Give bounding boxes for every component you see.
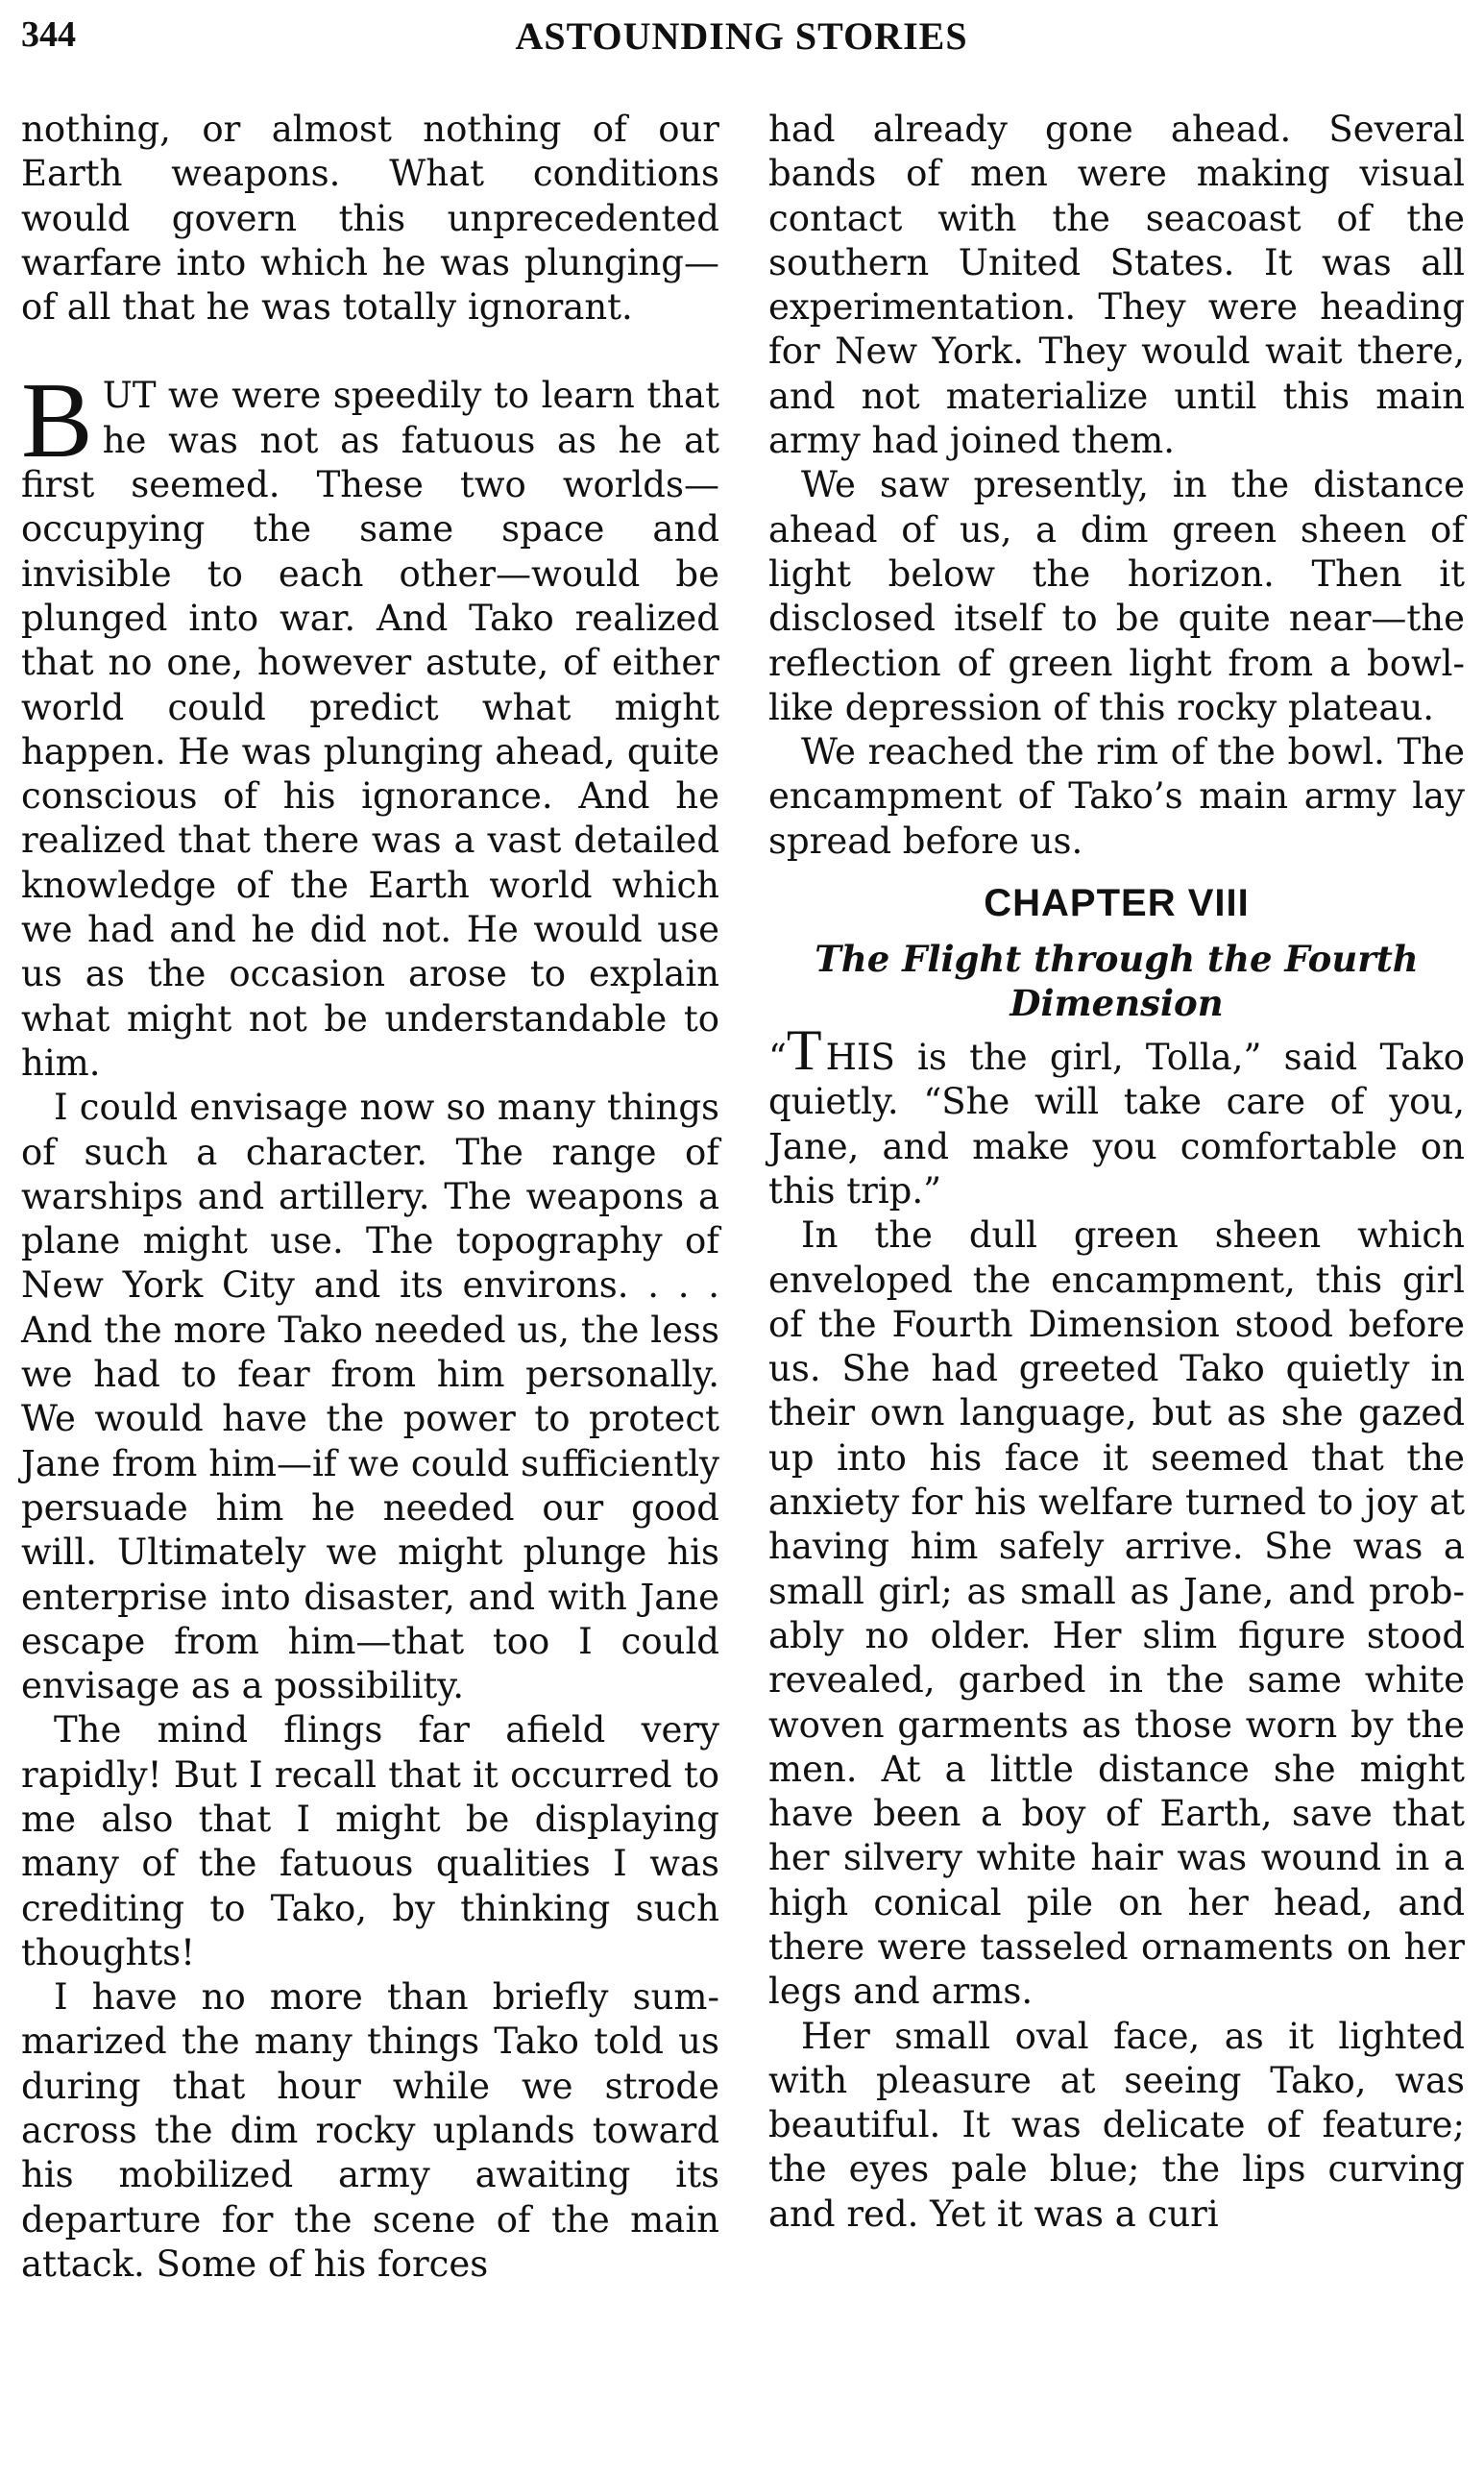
right-column (768, 108, 1465, 2237)
left-column (21, 108, 719, 2287)
paragraph-text: UT we were speedily to learn that he was not as fatuous as he at first seemed. These two worlds—occupying the same space and invisible to each other—would be plunged into war. And Tako realized that no one, however astute, of either world could predict what might happen. He was plunging ahead, quite conscious of his ignorance. And he realized that there was a vast detailed knowledge of the Earth world which we had and he did not. He would use us as the occasion arose to explain what might not be understandable to him. (21, 375, 719, 1084)
paragraph: I have no more than briefly summarized the many things Tako told us during that hour while we strode across the dim rocky uplands toward his mobilized army awaiting its departure for the scene of the main attack. Some of his forces (21, 1976, 719, 2285)
drop-cap: B (21, 361, 93, 481)
paragraph: had already gone ahead. Several bands of men were making visual contact with the seacoast of the southern United States. It was all experimentation. They were heading for New York. They would wait there, and not materialize until this main army had joined them. (768, 109, 1465, 462)
paragraph: nothing, or almost nothing of our Earth weapons. What conditions would govern this unprecedented warfare into which he was plunging—of all that he was totally ignorant. (21, 109, 719, 329)
paragraph: The mind flings far afield very rapidly! But I recall that it occurred to me also that I might be displaying many of the fatuous qualities I was crediting to Tako, by thinking such thoughts! (21, 1709, 719, 1973)
paragraph-with-dropcap (768, 1018, 1465, 1213)
spacer (768, 864, 1465, 877)
paragraph: Her small oval face, as it lighted with pleasure at seeing Tako, was beautiful. It was delicate of feature; the eyes pale blue; the lips curving and red. Yet it was a curi (768, 2015, 1465, 2235)
paragraph: In the dull green sheen which enveloped the encampment, this girl of the Fourth Dimension stood before us. She had greeted Tako quietly in their own language, but as she gazed up into his face it seemed that the anxiety for his welfare turned to joy at having him safely arrive. She was a small girl; as small as Jane, and probably no older. Her slim figure stood revealed, garbed in the same white woven garments as those worn by the men. At a little distance she might have been a boy of Earth, save that her silvery white hair was wound in a high conical pile on her head, and there were tasseled ornaments on her legs and arms. (768, 1214, 1465, 2013)
page-header (21, 8, 1462, 65)
opening-quote: “ (768, 1037, 787, 1079)
paragraph: We saw presently, in the distance ahead of us, a dim green sheen of light below the horizon. Then it disclosed itself to be quite near—the reflection of green light from a bowl-like depression of this rocky plateau. (768, 464, 1465, 728)
paragraph-with-dropcap (21, 361, 719, 1086)
section-break (21, 330, 719, 374)
chapter-subtitle: The Flight through the Fourth Dimension (815, 938, 1419, 1025)
running-head: ASTOUNDING STORIES (515, 14, 968, 58)
paragraph: We reached the rim of the bowl. The encampment of Tako’s main army lay spread before us. (768, 731, 1465, 862)
page-number: 344 (21, 14, 76, 55)
drop-cap: T (786, 1018, 822, 1083)
chapter-title: CHAPTER VIII (984, 882, 1250, 925)
paragraph: I could envisage now so many things of such a character. The range of warships and artillery. The weapons a plane might use. The topography of New York City and its environs. . . . And the more Tako needed us, the less we had to fear from him personally. We would have the power to protect Jane from him—if we could sufficiently persuade him he needed our good will. Ultimately we might plunge his enterprise into disaster, and with Jane escape from him—that too I could envisage as a possibility. (21, 1087, 719, 1707)
paragraph-text: HIS is the girl, Tolla,” said Tako quietly. “She will take care of you, Jane, and make you comfortable on this trip.” (768, 1037, 1465, 1212)
